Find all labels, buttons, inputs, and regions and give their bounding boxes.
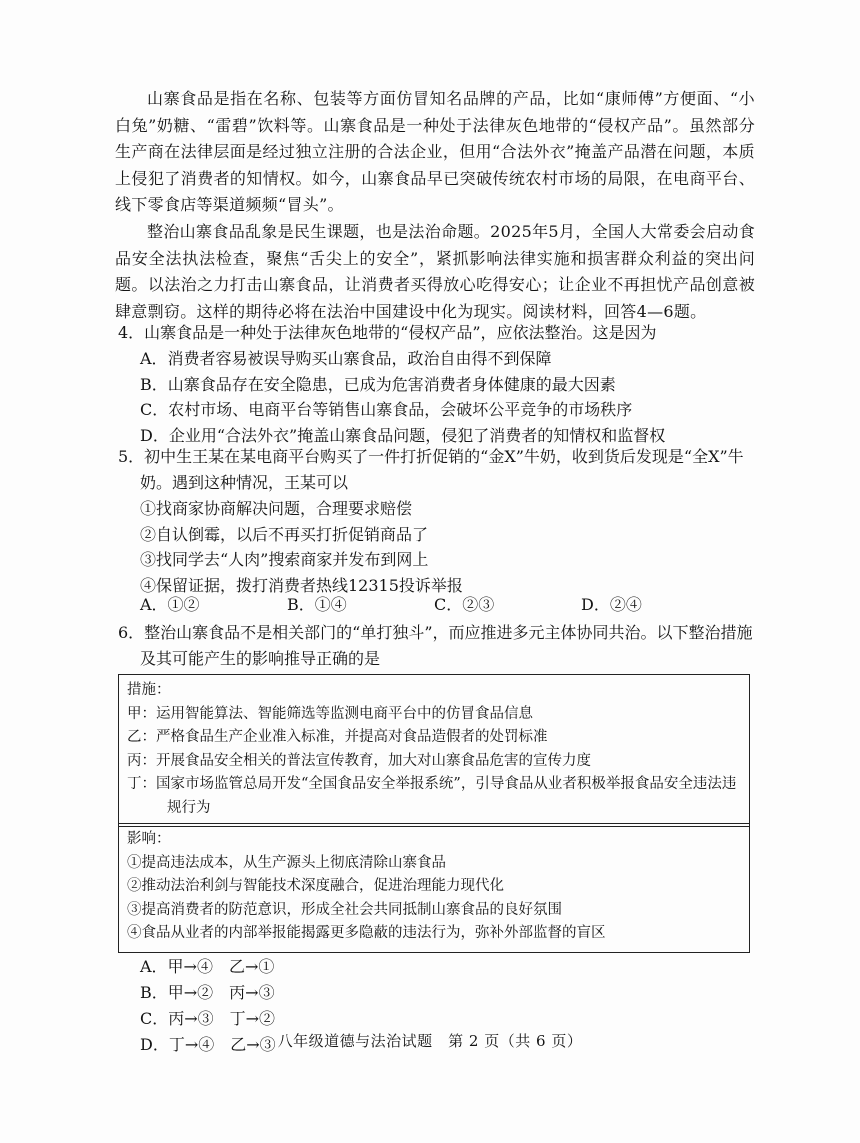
question-5-choice-d: D．②④ (581, 595, 642, 614)
effect-3: ③提高消费者的防范意识，形成全社会共同抵制山寨食品的良好氛围 (127, 901, 562, 918)
measure-bing: 丙：开展食品安全相关的普法宣传教育，加大对山寨食品危害的宣传力度 (127, 752, 591, 769)
question-5-choices (140, 592, 740, 618)
question-4-option-d: D．企业用“合法外衣”掩盖山寨食品问题，侵犯了消费者的知情权和监督权 (140, 425, 666, 445)
question-5-item-2: ②自认倒霉，以后不再买打折促销商品了 (140, 524, 429, 544)
intro-paragraph-1: 山寨食品是指在名称、包装等方面仿冒知名品牌的产品，比如“康师傅”方便面、“小白兔”奶糖、“雷碧”饮料等。山寨食品是一种处于法律灰色地带的“侵权产品”。虽然部分生产商在法律层面是经过独立注册的合法企业，但用“合法外衣”掩盖产品潜在问题，本质上侵犯了消费者的知情权。如今，山寨食品早已突破传统农村市场的局限，在电商平台、线下零食店等渠道频频“冒头”。 (115, 89, 755, 214)
question-6 (118, 620, 758, 672)
question-5-choice-b: B．①④ (287, 595, 347, 614)
effects-title: 影响： (127, 831, 171, 847)
question-4-option-a: A．消费者容易被误导购买山寨食品，政治自由得不到保障 (140, 349, 552, 368)
page-footer: 八年级道德与法治试题 第 2 页（共 6 页） (277, 1032, 583, 1050)
question-4-option-c: C．农村市场、电商平台等销售山寨食品，会破坏公平竞争的市场秩序 (140, 400, 633, 419)
effects-box (118, 823, 750, 953)
question-5-choice-a: A．①② (140, 595, 200, 614)
question-5-item-4: ④保留证据，拨打消费者热线12315投诉举报 (140, 575, 463, 595)
measure-yi: 乙：严格食品生产企业准入标准，并提高对食品造假者的处罚标准 (127, 729, 548, 745)
question-6-choice-c: C．丙→③ 丁→② (140, 1009, 276, 1028)
measures-title: 措施： (127, 682, 171, 698)
question-4-option-b: B．山寨食品存在安全隐患，已成为危害消费者身体健康的最大因素 (140, 374, 616, 394)
question-6-choice-a: A．甲→④ 乙→① (140, 957, 275, 976)
measure-ding: 丁：国家市场监管总局开发“全国食品安全举报系统”，引导食品从业者积极举报食品安全违法违规行为 (127, 776, 737, 816)
effect-1: ①提高违法成本，从生产源头上彻底清除山寨食品 (127, 854, 446, 871)
question-5-item-3: ③找同学去“人肉”搜索商家并发布到网上 (140, 550, 429, 569)
question-4 (118, 320, 758, 448)
effect-4: ④食品从业者的内部举报能揭露更多隐蔽的违法行为，弥补外部监督的盲区 (127, 925, 606, 941)
question-4-stem: 4．山寨食品是一种处于法律灰色地带的“侵权产品”，应依法整治。这是因为 (118, 323, 657, 342)
question-6-choice-d: D．丁→④ 乙→③ (140, 1035, 276, 1054)
question-6-stem: 6．整治山寨食品不是相关部门的“单打独斗”，而应推进多元主体协同共治。以下整治措施及其可能产生的影响推导正确的是 (118, 623, 753, 668)
question-5-choice-c: C．②③ (434, 595, 495, 614)
question-5-stem: 5．初中生王某在某电商平台购买了一件打折促销的“金X”牛奶，收到货后发现是“全X”牛奶。遇到这种情况，王某可以 (118, 447, 744, 492)
intro-paragraph-2: 整治山寨食品乱象是民生课题，也是法治命题。2025年5月，全国人大常委会启动食品安全法执法检查，聚焦“舌尖上的安全”，紧抓影响法律实施和损害群众利益的突出问题。以法治之力打击山寨食品，让消费者买得放心吃得安心；让企业不再担忧产品创意被肆意剽窃。这样的期待必将在法治中国建设中化为现实。阅读材料，回答4—6题。 (115, 222, 755, 321)
question-6-choice-b: B．甲→② 丙→③ (140, 983, 275, 1002)
question-5-item-1: ①找商家协商解决问题，合理要求赔偿 (140, 499, 413, 518)
question-5 (118, 444, 758, 598)
effect-2: ②推动法治利剑与智能技术深度融合，促进治理能力现代化 (127, 878, 504, 894)
measure-jia: 甲：运用智能算法、智能筛选等监测电商平台中的仿冒食品信息 (127, 705, 533, 722)
measures-box (118, 674, 750, 827)
